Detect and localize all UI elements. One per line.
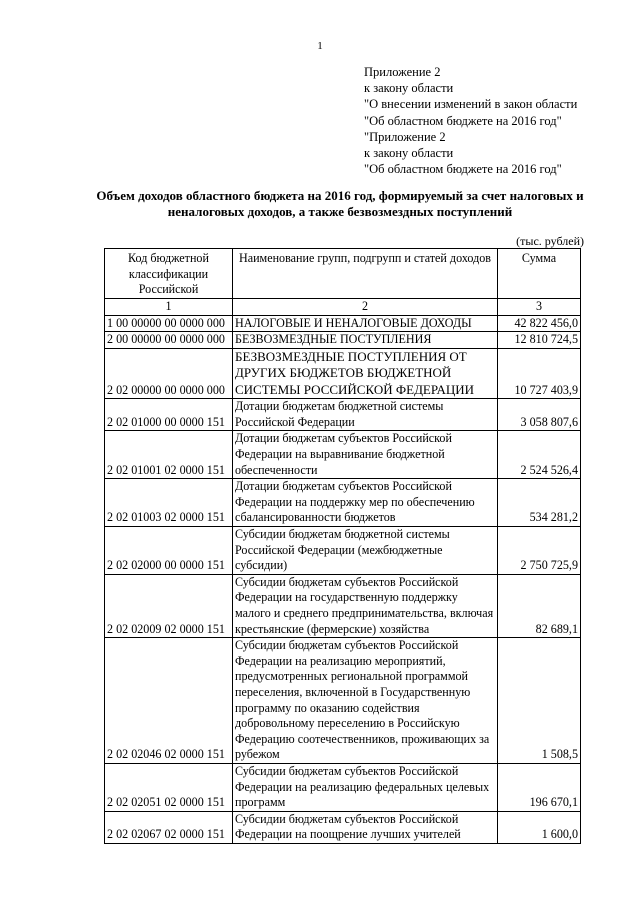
appendix-line: "Приложение 2 — [364, 129, 446, 144]
row-sum: 1 508,5 — [498, 638, 581, 764]
table-row — [105, 574, 581, 637]
row-code: 2 00 00000 00 0000 000 — [105, 332, 233, 349]
table-row — [105, 315, 581, 332]
row-code: 2 02 02051 02 0000 151 — [105, 763, 233, 811]
appendix-line: "О внесении изменений в закон области — [364, 97, 578, 112]
header-code: Код бюджетной классификации Российской — [105, 249, 233, 299]
row-code: 2 02 01001 02 0000 151 — [105, 431, 233, 479]
row-name: НАЛОГОВЫЕ И НЕНАЛОГОВЫЕ ДОХОДЫ — [233, 315, 498, 332]
row-code: 2 02 02009 02 0000 151 — [105, 574, 233, 637]
row-code: 2 02 01003 02 0000 151 — [105, 479, 233, 527]
table-row — [105, 332, 581, 349]
row-sum: 3 058 807,6 — [498, 399, 581, 431]
row-name: Дотации бюджетам субъектов Российской Федерации на поддержку мер по обеспечению сбалансированности бюджетов — [233, 479, 498, 527]
row-name: Дотации бюджетам бюджетной системы Российской Федерации — [233, 399, 498, 431]
row-sum: 2 524 526,4 — [498, 431, 581, 479]
row-code: 1 00 00000 00 0000 000 — [105, 315, 233, 332]
page-number: 1 — [317, 40, 323, 52]
row-name: Субсидии бюджетам бюджетной системы Российской Федерации (межбюджетные субсидии) — [233, 527, 498, 575]
row-sum: 42 822 456,0 — [498, 315, 581, 332]
table-row — [105, 348, 581, 399]
table-header-row — [105, 249, 581, 299]
revenue-table — [104, 248, 581, 844]
column-number: 1 — [105, 299, 233, 316]
appendix-header — [364, 64, 577, 177]
appendix-line: "Об областном бюджете на 2016 год" — [364, 113, 562, 128]
row-sum: 82 689,1 — [498, 574, 581, 637]
row-name: Субсидии бюджетам субъектов Российской Федерации на поощрение лучших учителей — [233, 811, 498, 843]
column-number: 2 — [233, 299, 498, 316]
table-row — [105, 399, 581, 431]
appendix-line: Приложение 2 — [364, 65, 441, 79]
units-label: (тыс. рублей) — [516, 234, 584, 248]
row-sum: 1 600,0 — [498, 811, 581, 843]
row-name: Дотации бюджетам субъектов Российской Федерации на выравнивание бюджетной обеспеченности — [233, 431, 498, 479]
row-sum: 196 670,1 — [498, 763, 581, 811]
table-row — [105, 638, 581, 764]
row-code: 2 02 02046 02 0000 151 — [105, 638, 233, 764]
header-name: Наименование групп, подгрупп и статей доходов — [233, 249, 498, 299]
table-row — [105, 527, 581, 575]
title-line: Объем доходов областного бюджета на 2016 год, формируемый за счет налоговых и — [96, 188, 584, 203]
row-code: 2 02 00000 00 0000 000 — [105, 348, 233, 399]
row-sum: 12 810 724,5 — [498, 332, 581, 349]
row-code: 2 02 01000 00 0000 151 — [105, 399, 233, 431]
table-row — [105, 811, 581, 843]
table-row — [105, 763, 581, 811]
row-name: Субсидии бюджетам субъектов Российской Федерации на реализацию мероприятий, предусмотренных региональной программой переселения, включенной в Государственную программу по оказанию содействия добровольному переселению в Российскую Федерацию соотечественников, проживающих за рубежом — [233, 638, 498, 764]
title-line: неналоговых доходов, а также безвозмездных поступлений — [167, 204, 513, 219]
document-title — [40, 188, 640, 220]
row-name: БЕЗВОЗМЕЗДНЫЕ ПОСТУПЛЕНИЯ — [233, 332, 498, 349]
row-code: 2 02 02000 00 0000 151 — [105, 527, 233, 575]
row-sum: 10 727 403,9 — [498, 348, 581, 399]
appendix-line: к закону области — [364, 146, 454, 161]
table-row — [105, 431, 581, 479]
row-sum: 534 281,2 — [498, 479, 581, 527]
row-name: Субсидии бюджетам субъектов Российской Федерации на реализацию федеральных целевых программ — [233, 763, 498, 811]
row-code: 2 02 02067 02 0000 151 — [105, 811, 233, 843]
row-sum: 2 750 725,9 — [498, 527, 581, 575]
column-number: 3 — [498, 299, 581, 316]
row-name: БЕЗВОЗМЕЗДНЫЕ ПОСТУПЛЕНИЯ ОТ ДРУГИХ БЮДЖЕТОВ БЮДЖЕТНОЙ СИСТЕМЫ РОССИЙСКОЙ ФЕДЕРАЦИИ — [233, 348, 498, 399]
header-sum: Сумма — [498, 249, 581, 299]
row-name: Субсидии бюджетам субъектов Российской Федерации на государственную поддержку малого и среднего предпринимательства, включая крестьянские (фермерские) хозяйства — [233, 574, 498, 637]
appendix-line: "Об областном бюджете на 2016 год" — [364, 162, 562, 177]
column-number-row — [105, 299, 581, 316]
table-row — [105, 479, 581, 527]
appendix-line: к закону области — [364, 81, 454, 96]
